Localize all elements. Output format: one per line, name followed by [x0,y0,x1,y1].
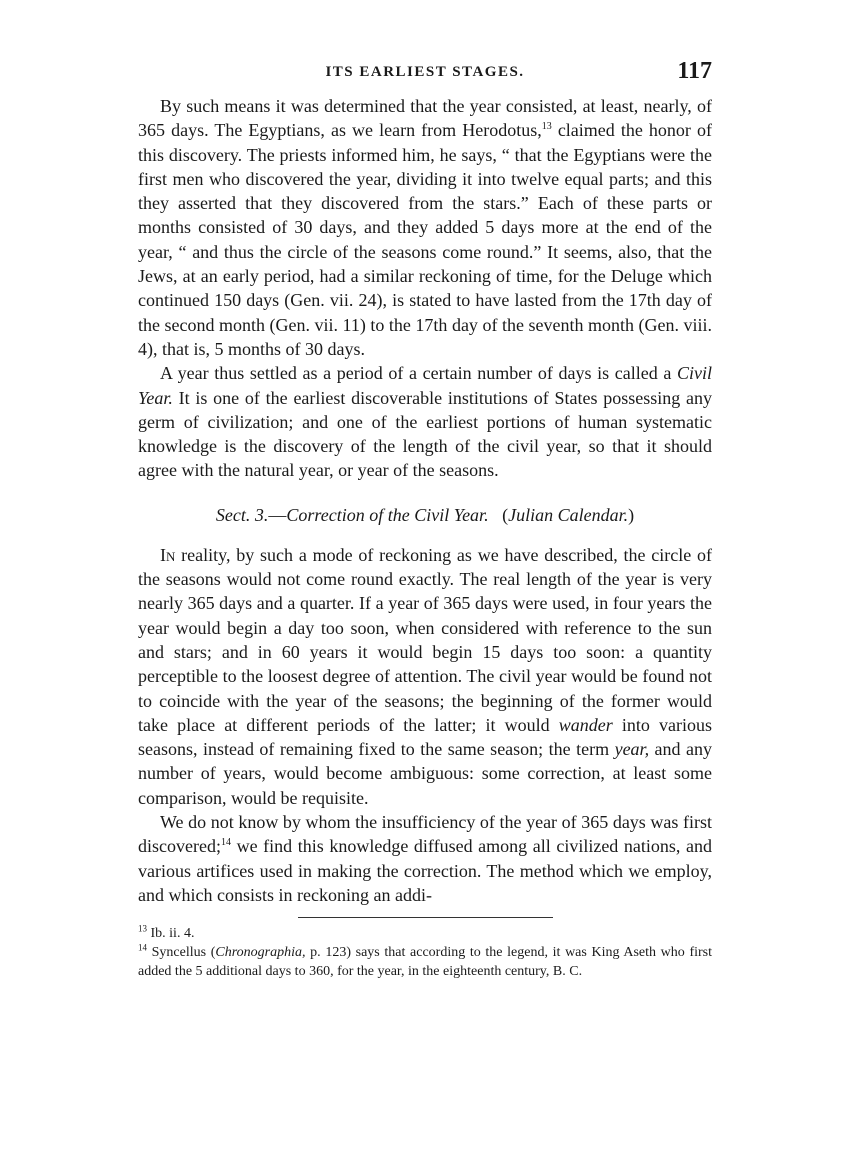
section-paren-open: ( [502,504,509,525]
footnote-divider [298,917,553,918]
p2-text-b: It is one of the earliest discoverable institutions of States possessing any germ of civilization; and one of the earliest portions of human systematic knowledge is the discovery of the length of the civil year, so that it should agree with the natural year, or year of the seasons. [138,387,712,481]
footnote-13 [138,924,712,943]
p1-text-a: By such means it was determined that the year consisted, at least, nearly, of 365 days. The Egyptians, as we learn from Herodotus, [138,96,712,141]
footnote-14-text-b: p. 123) says that according to the legend, it was King Aseth who first added the 5 additional days to 360, for the year, in the eighteenth century, [138,945,712,980]
p3-text-c: and any number of years, would become ambiguous: some correction, at least some comparison, would be requisite. [138,739,713,808]
paragraph-3 [138,543,712,810]
p1-text-b: claimed the honor of this discovery. The priests informed him, he says, “ that the Egyptians were the first men who discovered the year, dividing it into twelve equal parts; and this they asserted that they discovered from the stars.” Each of these parts or months consisted of 30 days, and they added 5 days more at the end of the year, “ and thus the circle of the seasons come round.” It seems, also, that the Jews, at an early period, had a similar reckoning of time, for the Deluge which continued 150 days (Gen. vii. 24), is stated to have lasted from the 17th day of the second month (Gen. vii. 11) to the 17th day of the seventh month (Gen. viii. 4), that is, 5 months of 30 days. [138,120,713,359]
section-heading [138,503,712,527]
footnotes [138,924,712,981]
p4-text-b: we find this knowledge diffused among all civilized nations, and various artifices used in making the correction. The method which we employ, and which consists in reckoning an addi- [138,836,712,905]
body-text [138,94,712,907]
footnote-14-chronographia: Chronographia, [215,945,306,961]
footnote-13-text: Ib. ii. 4. [147,926,195,942]
p3-dropcap: In [160,544,176,565]
p3-wander: wander [558,714,613,735]
footnote-14-mark: 14 [138,942,147,953]
section-subtitle: Julian Calendar. [508,504,629,525]
section-dash: — [268,504,287,525]
p3-text-a: reality, by such a mode of reckoning as we have described, the circle of the seasons would not come round exactly. The real length of the year is very nearly 365 days and a quarter. If a year of 365 days were used, in four years the year would begin a day too soon, when considered with reference to the sun and stars; and in 60 years it would begin 15 days too soon: a quantity perceptible to the loosest degree of attention. The civil year would be found not to coincide with the year of the seasons; the beginning of the former would take place at different periods of the latter; it would [138,544,712,735]
footnote-13-mark: 13 [138,923,147,934]
running-title: ITS EARLIEST STAGES. [325,64,525,80]
p4-text-a: We do not know by whom the insufficiency of the year of 365 days was first discovered; [138,812,712,857]
paragraph-4 [138,810,712,907]
paragraph-2 [138,361,712,482]
footnote-14-bc: B. C. [552,964,583,980]
paragraph-1 [138,94,712,361]
section-title: Correction of the Civil Year. [286,504,489,525]
footnote-14 [138,943,712,981]
page-number: 117 [677,58,712,84]
p3-text-b: into various seasons, instead of remaining fixed to the same season; the term [138,714,713,760]
footnote-ref-14: 14 [220,837,231,849]
p2-text-a: A year thus settled as a period of a certain number of days is called a [160,363,677,384]
section-paren-close: ) [628,504,635,525]
footnote-ref-13: 13 [541,121,552,133]
book-page [138,58,712,981]
footnote-14-text-a: Syncellus ( [147,945,216,961]
running-head [138,58,712,92]
p3-year: year, [614,739,650,760]
p2-civil-year: Civil Year. [138,363,712,408]
section-number: Sect. 3. [215,504,269,525]
